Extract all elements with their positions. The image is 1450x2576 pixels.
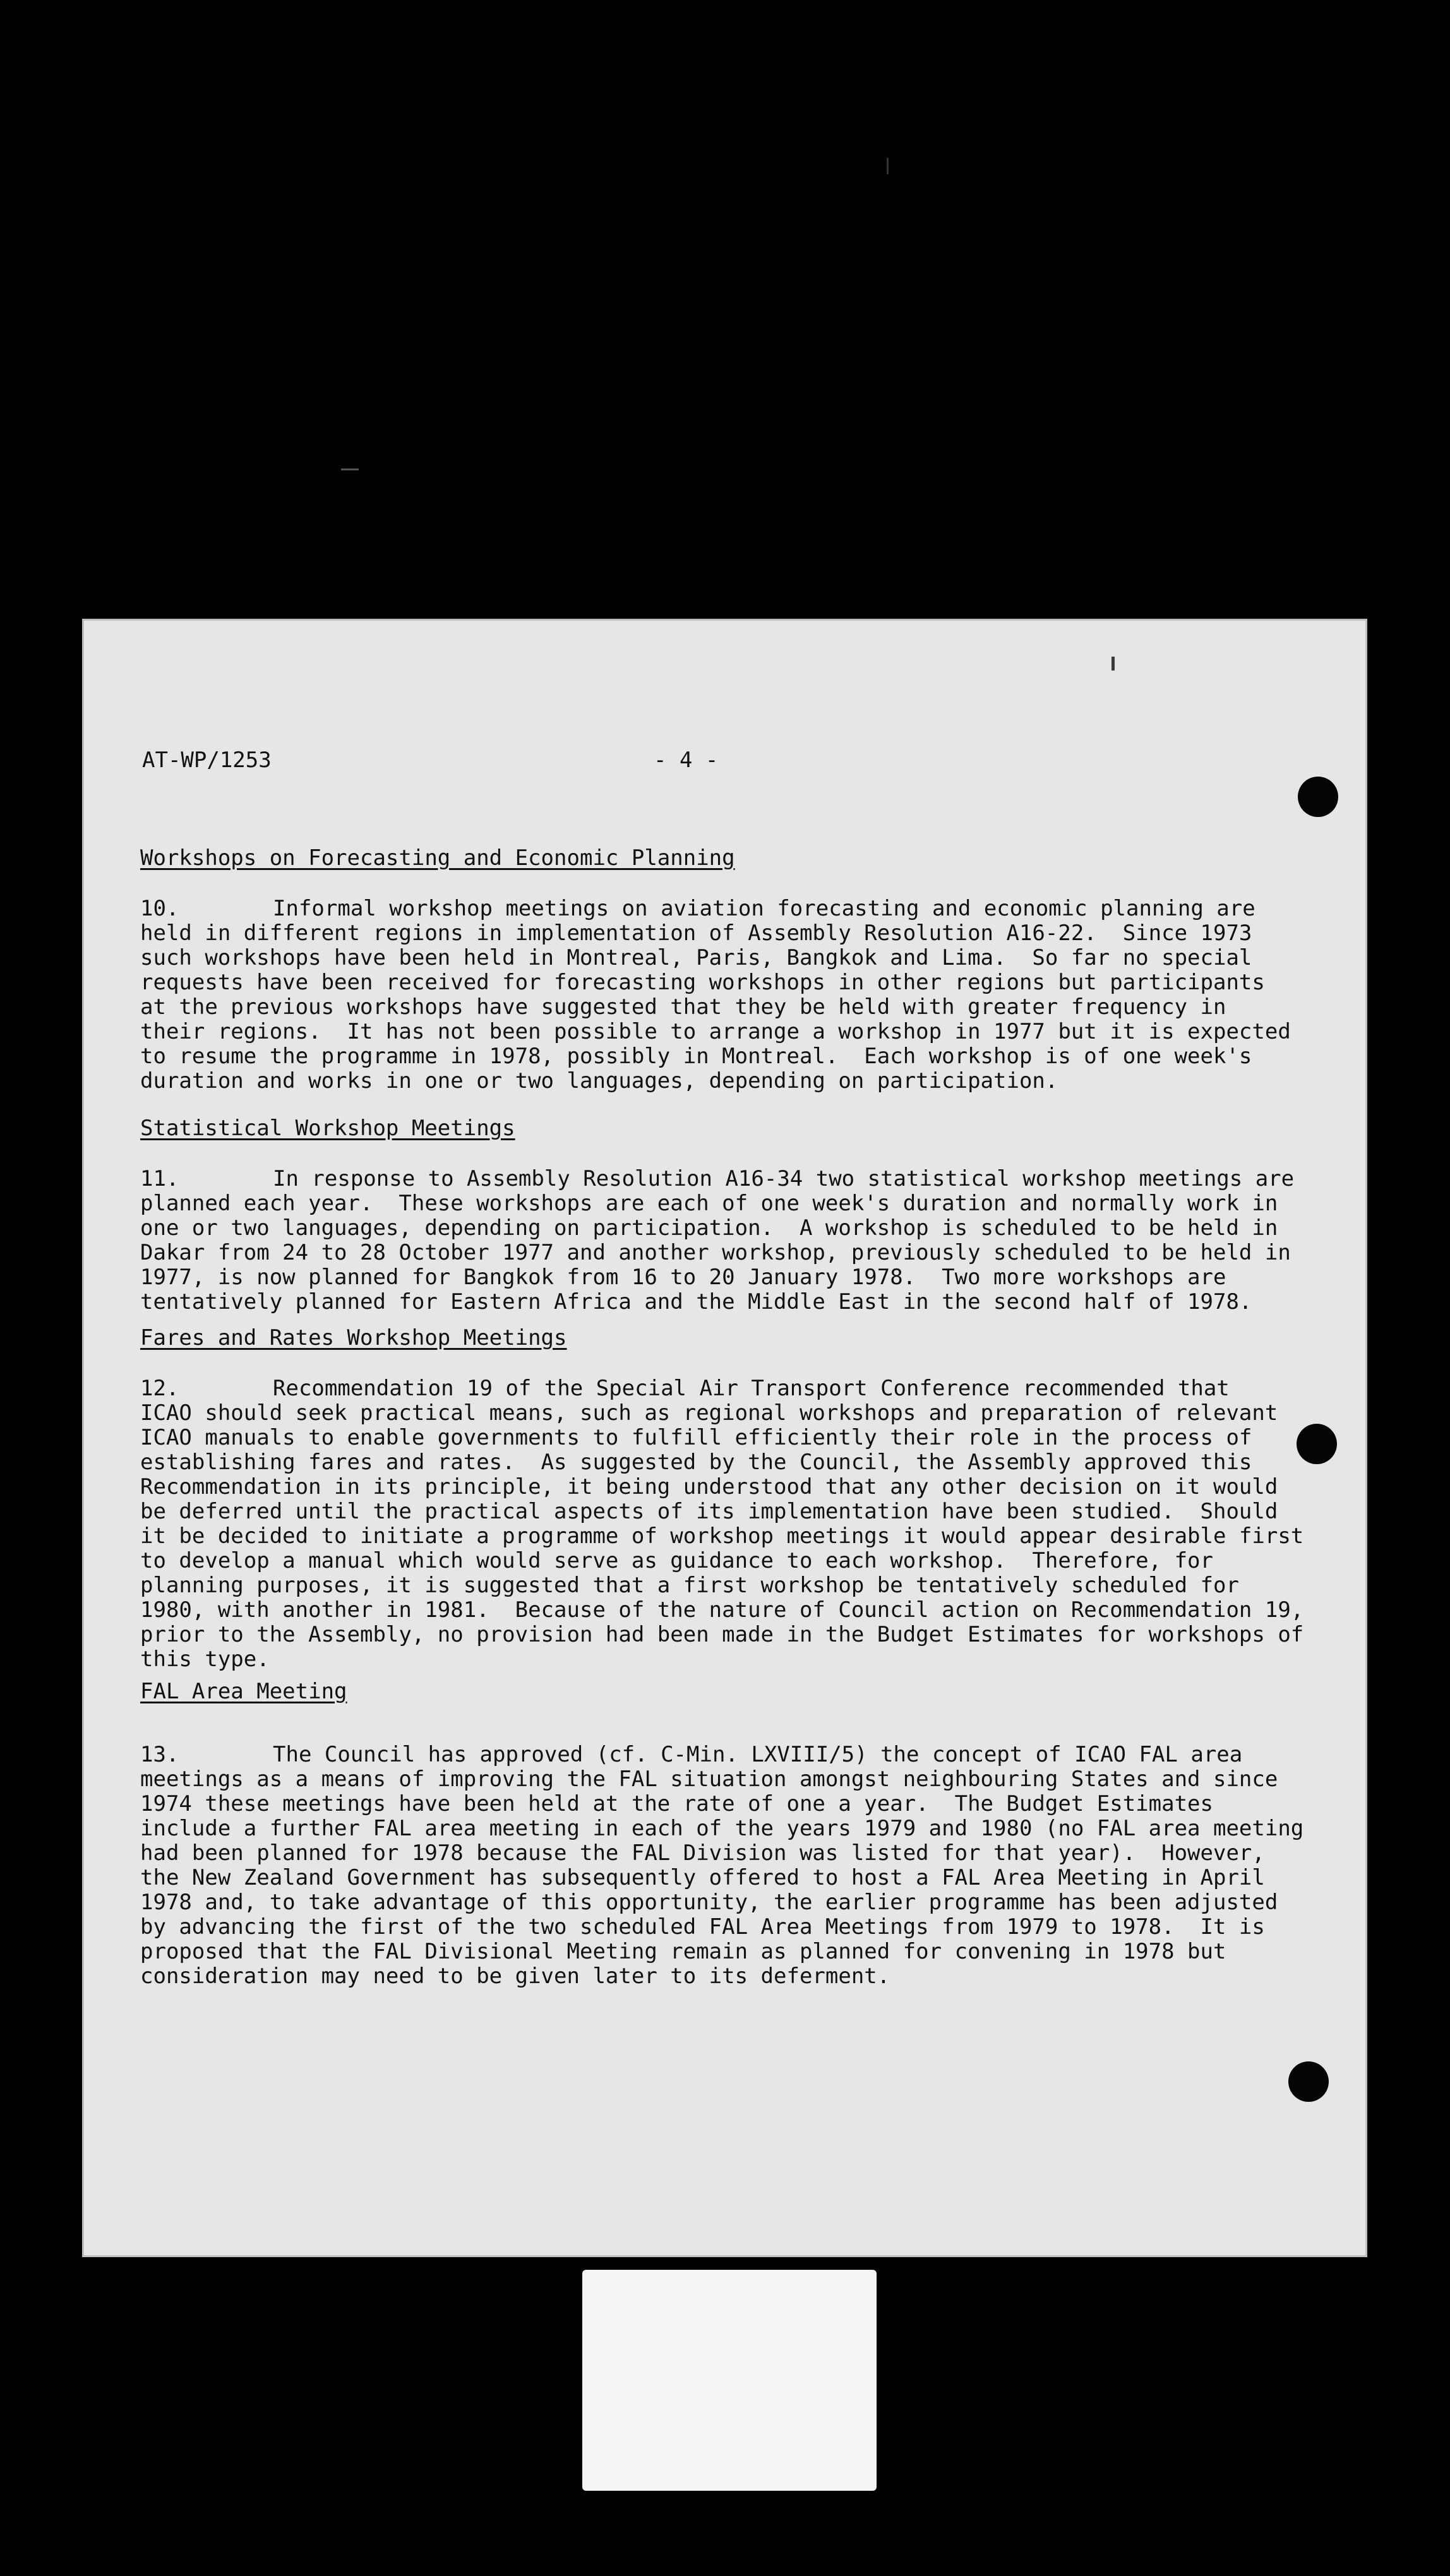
punch-hole <box>1297 1424 1337 1464</box>
paragraph-number: 11. <box>140 1166 179 1191</box>
paragraph-line: to develop a manual which would serve as guidance to each workshop. Therefore, for <box>140 1548 1213 1573</box>
paragraph-line: planned each year. These workshops are each of one week's duration and normally work in <box>140 1191 1278 1216</box>
paragraph-line: planning purposes, it is suggested that a first workshop be tentatively scheduled for <box>140 1573 1239 1598</box>
paragraph-line: held in different regions in implementation of Assembly Resolution A16-22. Since 1973 <box>140 921 1252 946</box>
paragraph-line: requests have been received for forecasting workshops in other regions but participants <box>140 970 1265 995</box>
paragraph-line: establishing fares and rates. As suggested by the Council, the Assembly approved this <box>140 1450 1252 1475</box>
paper-mark <box>1111 657 1115 671</box>
paragraph-line: Dakar from 24 to 28 October 1977 and another workshop, previously scheduled to be held in <box>140 1240 1291 1265</box>
punch-hole <box>1288 2061 1329 2102</box>
document-page <box>82 619 1367 2257</box>
section-heading-statistical: Statistical Workshop Meetings <box>140 1116 515 1141</box>
paragraph-line: include a further FAL area meeting in each of the years 1979 and 1980 (no FAL area meeting <box>140 1816 1304 1841</box>
paragraph-number: 12. <box>140 1376 179 1401</box>
page-number: - 4 - <box>654 748 719 773</box>
paragraph-line: it be decided to initiate a programme of workshop meetings it would appear desirable first <box>140 1524 1304 1549</box>
paragraph-line: Recommendation 19 of the Special Air Transport Conference recommended that <box>273 1376 1230 1401</box>
paragraph-line: tentatively planned for Eastern Africa and the Middle East in the second half of 1978. <box>140 1289 1252 1315</box>
paragraph-line: had been planned for 1978 because the FAL Division was listed for that year). However, <box>140 1840 1265 1866</box>
paragraph-line: 1974 these meetings have been held at the rate of one a year. The Budget Estimates <box>140 1791 1213 1816</box>
paragraph-line: proposed that the FAL Divisional Meeting remain as planned for convening in 1978 but <box>140 1939 1226 1964</box>
paper-tab <box>582 2270 877 2491</box>
paragraph-line: such workshops have been held in Montreal, Paris, Bangkok and Lima. So far no special <box>140 945 1252 970</box>
punch-hole <box>1298 777 1338 817</box>
paragraph-line: consideration may need to be given later to its deferment. <box>140 1964 890 1989</box>
paragraph-line: The Council has approved (cf. C-Min. LXVIII/5) the concept of ICAO FAL area <box>273 1742 1243 1767</box>
paragraph-line: ICAO should seek practical means, such as regional workshops and preparation of relevant <box>140 1400 1278 1426</box>
paragraph-line: by advancing the first of the two scheduled FAL Area Meetings from 1979 to 1978. It is <box>140 1914 1265 1940</box>
paragraph-line: duration and works in one or two languages, depending on participation. <box>140 1068 1058 1094</box>
document-reference: AT-WP/1253 <box>142 748 272 773</box>
paragraph-line: one or two languages, depending on participation. A workshop is scheduled to be held in <box>140 1215 1278 1241</box>
paragraph-line: the New Zealand Government has subsequently offered to host a FAL Area Meeting in April <box>140 1865 1265 1890</box>
paragraph-line: at the previous workshops have suggested that they be held with greater frequency in <box>140 994 1226 1020</box>
film-speck <box>887 158 889 174</box>
film-speck <box>341 468 359 470</box>
section-heading-fares: Fares and Rates Workshop Meetings <box>140 1325 567 1351</box>
paragraph-13 <box>140 1743 1334 1989</box>
section-heading-forecasting: Workshops on Forecasting and Economic Planning <box>140 845 735 871</box>
paragraph-line: prior to the Assembly, no provision had been made in the Budget Estimates for workshops of <box>140 1622 1304 1647</box>
paragraph-line: In response to Assembly Resolution A16-34 two statistical workshop meetings are <box>273 1166 1295 1191</box>
paragraph-line: 1980, with another in 1981. Because of the nature of Council action on Recommendation 19, <box>140 1597 1304 1623</box>
paragraph-number: 13. <box>140 1742 179 1767</box>
paragraph-line: Recommendation in its principle, it being understood that any other decision on it would <box>140 1474 1278 1500</box>
paragraph-line: meetings as a means of improving the FAL situation amongst neighbouring States and since <box>140 1767 1278 1792</box>
paragraph-line: Informal workshop meetings on aviation forecasting and economic planning are <box>273 896 1255 921</box>
paragraph-line: ICAO manuals to enable governments to fulfill efficiently their role in the process of <box>140 1425 1252 1450</box>
paragraph-line: their regions. It has not been possible to arrange a workshop in 1977 but it is expected <box>140 1019 1291 1044</box>
paragraph-line: this type. <box>140 1647 270 1672</box>
paragraph-12 <box>140 1376 1334 1672</box>
paragraph-line: 1978 and, to take advantage of this opportunity, the earlier programme has been adjusted <box>140 1890 1278 1915</box>
paragraph-10 <box>140 897 1334 1094</box>
paragraph-line: 1977, is now planned for Bangkok from 16 to 20 January 1978. Two more workshops are <box>140 1265 1226 1290</box>
paragraph-11 <box>140 1167 1334 1315</box>
paragraph-line: be deferred until the practical aspects of its implementation have been studied. Should <box>140 1499 1278 1524</box>
paragraph-line: to resume the programme in 1978, possibly in Montreal. Each workshop is of one week's <box>140 1044 1252 1069</box>
paragraph-number: 10. <box>140 896 179 921</box>
section-heading-fal-area: FAL Area Meeting <box>140 1679 347 1704</box>
